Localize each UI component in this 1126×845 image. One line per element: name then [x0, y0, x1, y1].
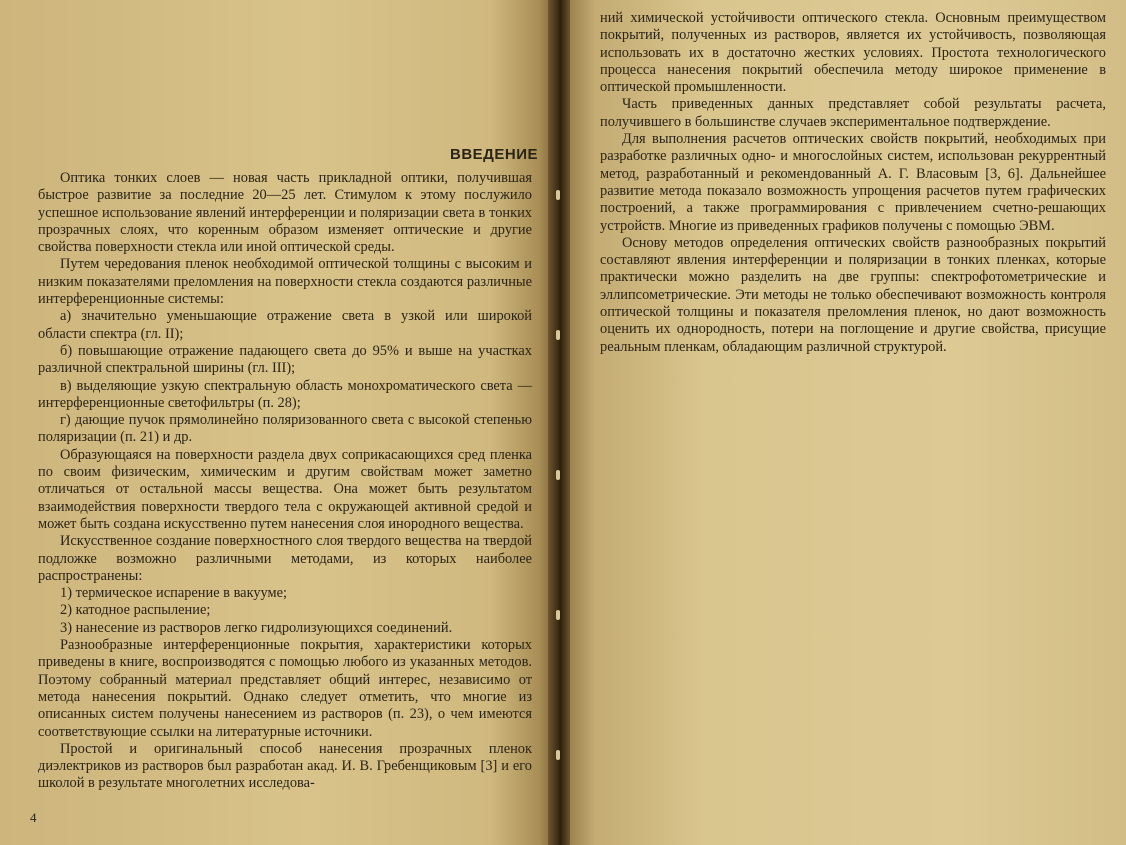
left-page: [0, 0, 556, 845]
paragraph: Часть приведенных данных представляет собой результаты расчета, получившего в большинстве случаев экспериментальное подтверждение.: [600, 96, 1106, 130]
page-number: 4: [30, 810, 37, 825]
paragraph: Разнообразные интерференционные покрытия, характеристики которых приведены в книге, воспроизводятся с помощью любого из указанных методов. Поэтому собранный материал представляет общий интерес, независимо от метода нанесения покрытий. Однако следует отметить, что многие из описанных систем получены нанесением из растворов (п. 23), о чем имеются соответствующие ссылки на литературные источники.: [38, 637, 532, 740]
list-item: в) выделяющие узкую спектральную область монохроматического света — интерференционные светофильтры (п. 28);: [38, 377, 532, 411]
paragraph: Для выполнения расчетов оптических свойств покрытий, необходимых при разработке различных одно- и многослойных систем, использован рекуррентный метод, разработанный и рекомендованный А. Г. Власовым [3, 6]. Дальнейшее развитие метода показало возможность упрощения расчетов путем графических построений, а также программирования с привлечением счетно-решающих устройств. Многие из приведенных графиков получены с помощью ЭВМ.: [600, 131, 1106, 234]
book-gutter: [548, 0, 570, 845]
binding-stitch: [556, 190, 560, 200]
list-item: б) повышающие отражение падающего света до 95% и выше на участках различной спектральной ширины (гл. III);: [38, 342, 532, 377]
binding-stitch: [556, 330, 560, 340]
right-page: [562, 0, 1126, 845]
list-item: а) значительно уменьшающие отражение света в узкой или широкой области спектра (гл. II);: [38, 308, 532, 342]
list-item: 2) катодное распыление;: [60, 602, 211, 619]
paragraph: Основу методов определения оптических свойств разнообразных покрытий составляют явления интерференции и поляризации в тонких пленках, которые практически можно разделить на две группы: спектрофотометрические и эллипсометрические. Эти методы не только обеспечивают возможность контроля оптической толщины и показателя преломления пленок, но дают возможность оценить их однородность, потери на поглощение и другие свойства, присущие реальным пленкам, обладающим различной структурой.: [600, 234, 1106, 355]
paragraph: Путем чередования пленок необходимой оптической толщины с высоким и низким показателями преломления на поверхности стекла создаются различные интерференционные системы:: [38, 256, 532, 308]
paragraph: Образующаяся на поверхности раздела двух соприкасающихся сред пленка по своим физическим, химическим и другим свойствам может заметно отличаться от остальной массы вещества. Она может быть результатом взаимодействия поверхности твердого тела с окружающей активной средой и может быть создана искусственно путем нанесения слоя инородного вещества.: [38, 446, 532, 532]
paragraph: Искусственное создание поверхностного слоя твердого вещества на твердой подложке возможно различными методами, из которых наиболее распространены:: [38, 533, 532, 584]
paragraph: Оптика тонких слоев — новая часть прикладной оптики, получившая быстрое развитие за последние 20—25 лет. Стимулом к этому послужило успешное использование явлений интерференции и поляризации света в тонких прозрачных слоях, что коренным образом изменяет оптические и другие свойства поверхности стекла или иной оптической среды.: [38, 170, 532, 256]
chapter-heading: ВВЕДЕНИЕ: [450, 146, 538, 163]
right-page-text: [600, 10, 1106, 356]
list-item: 3) нанесение из растворов легко гидролизующихся соединений.: [60, 619, 453, 636]
binding-stitch: [556, 610, 560, 620]
left-page-text: [38, 170, 532, 793]
list-item: г) дающие пучок прямолинейно поляризованного света с высокой степенью поляризации (п. 21) и др.: [38, 412, 532, 446]
paragraph: ний химической устойчивости оптического стекла. Основным преимуществом покрытий, полученных из растворов, является их устойчивость, позволяющая использовать их в достаточно жестких условиях. Простота технологического процесса нанесения покрытий обеспечила методу широкое применение в оптической промышленности.: [600, 10, 1106, 96]
list-item: 1) термическое испарение в вакууме;: [60, 585, 288, 602]
binding-stitch: [556, 470, 560, 480]
paragraph: Простой и оригинальный способ нанесения прозрачных пленок диэлектриков из растворов был разработан акад. И. В. Гребенщиковым [3] и его школой в результате многолетних исследова-: [38, 740, 532, 792]
binding-stitch: [556, 750, 560, 760]
